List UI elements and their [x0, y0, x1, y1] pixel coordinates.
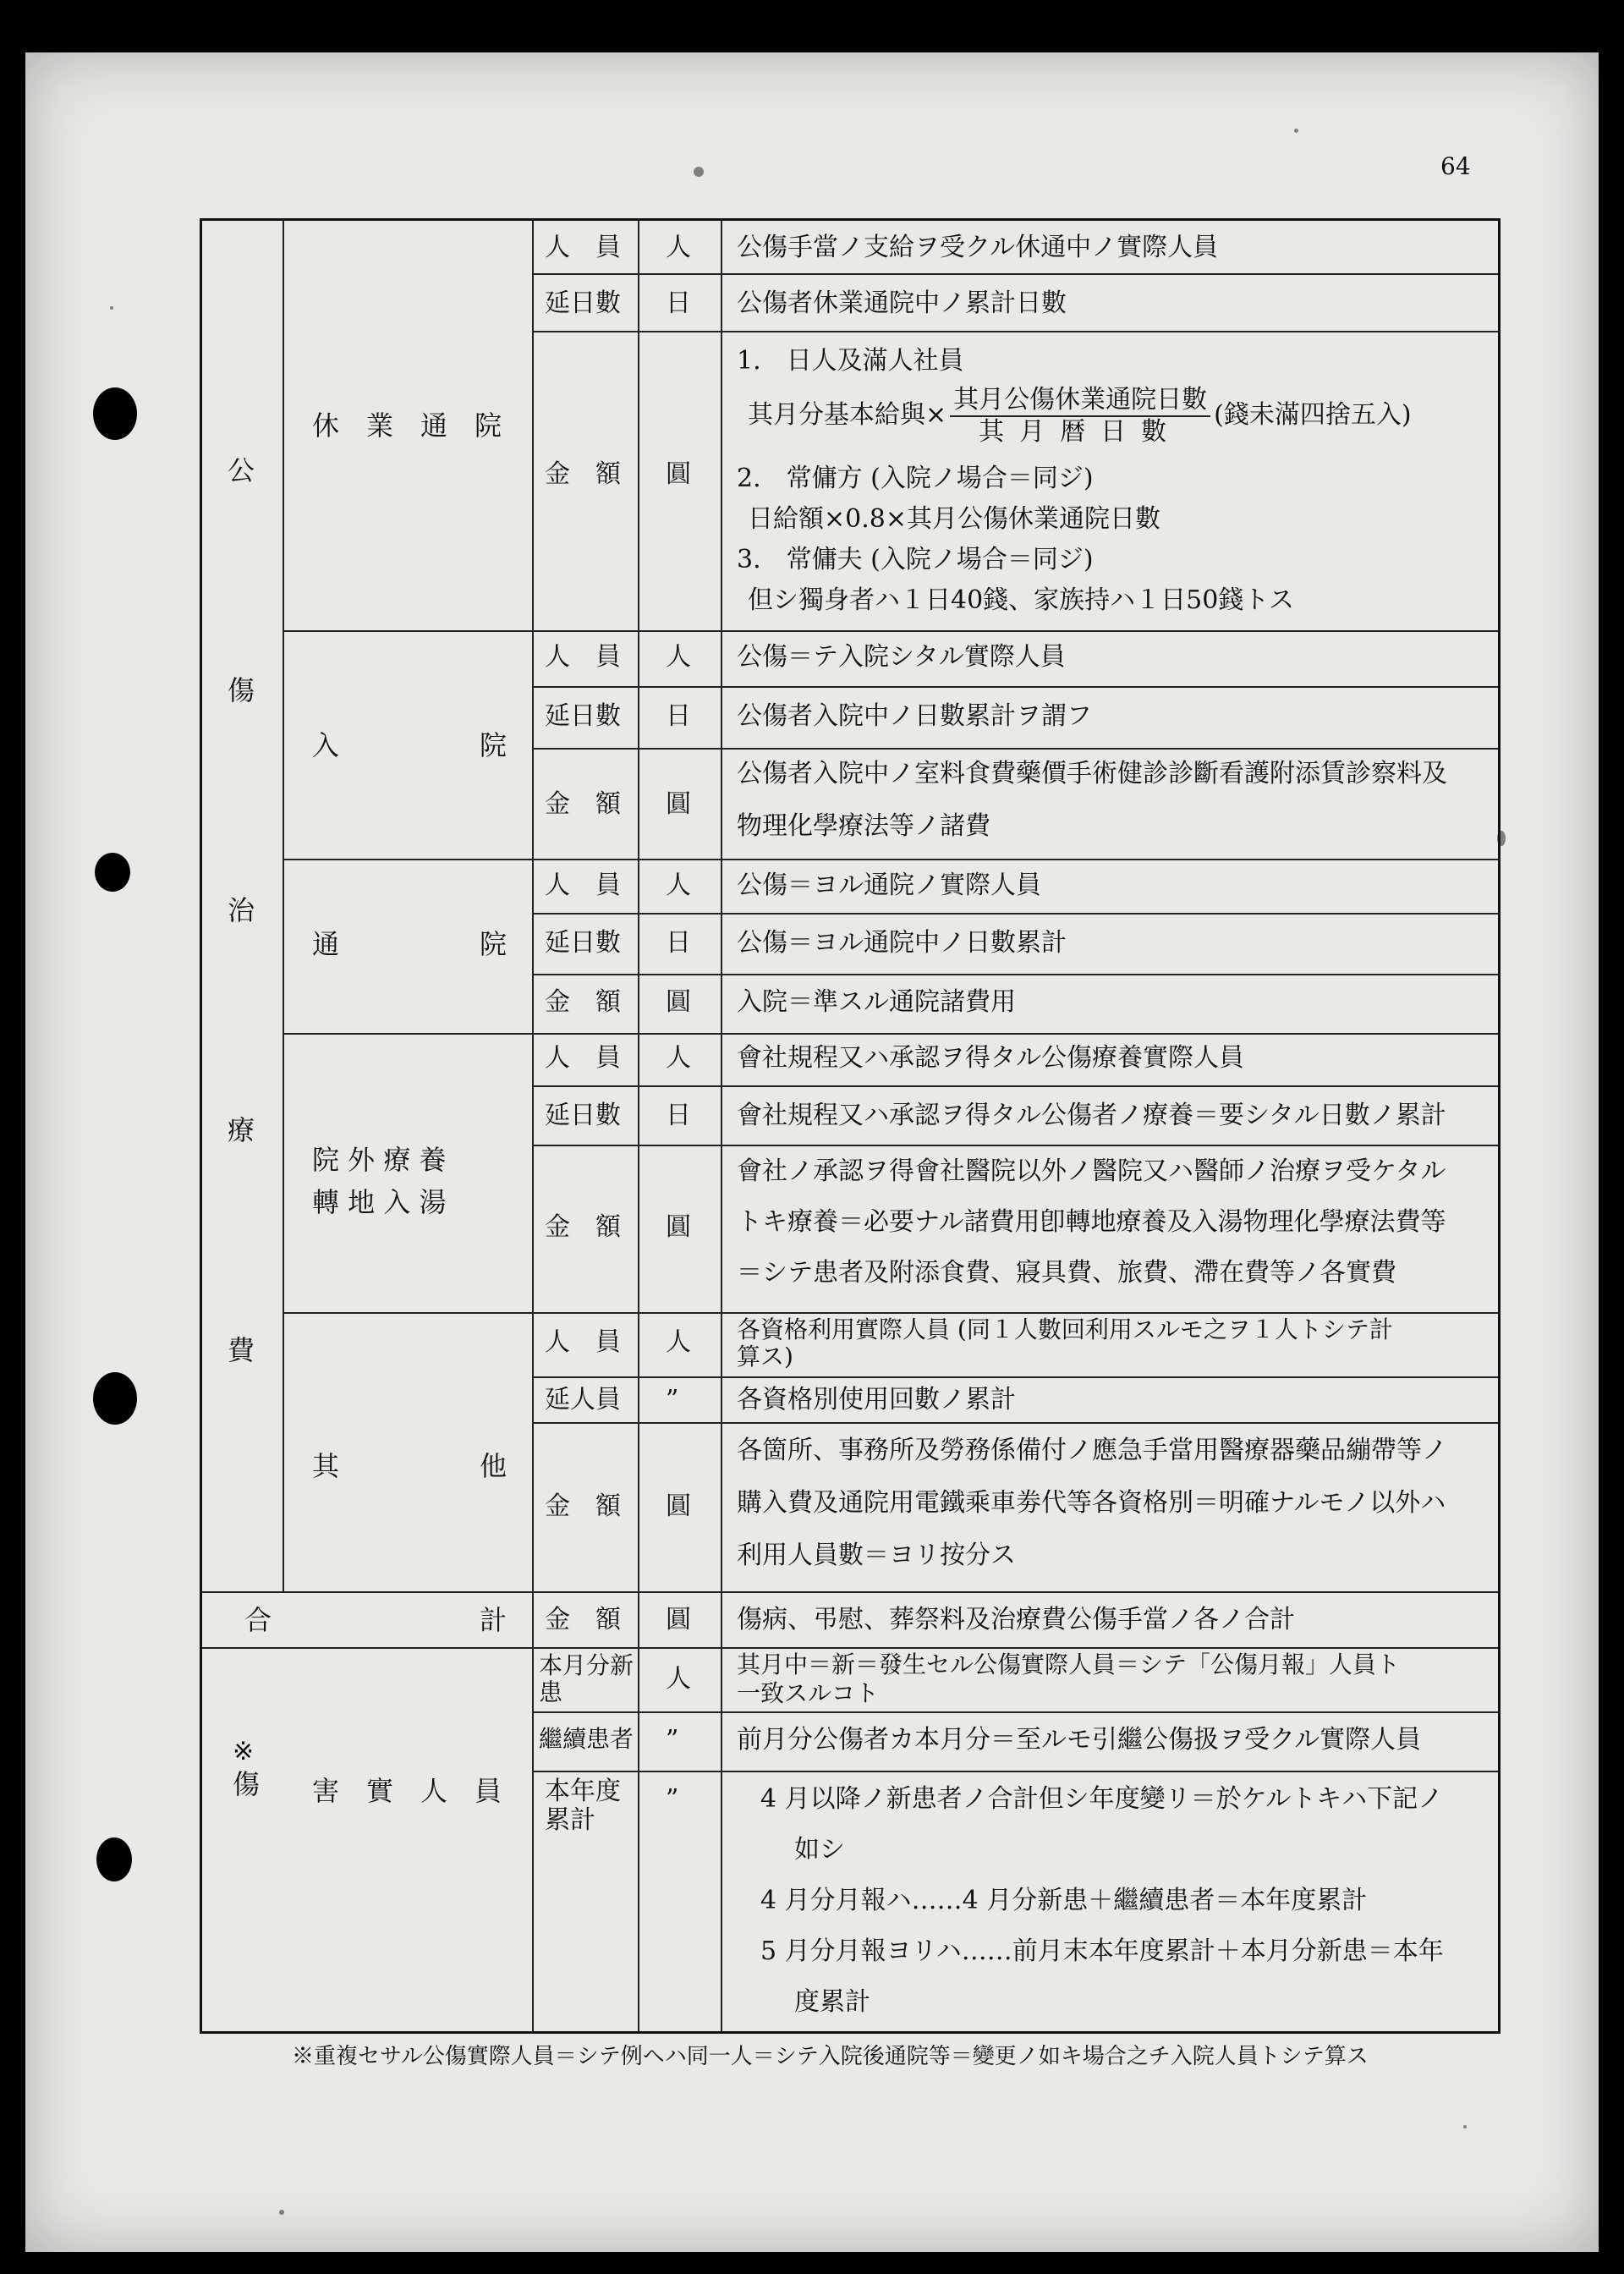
desc-sonota-jinin-2: 算ス): [737, 1343, 793, 1370]
label-keizoku: 繼續患者: [539, 1725, 634, 1753]
section-gokei-right: 計: [479, 1604, 507, 1636]
unit-en: 圓: [666, 1491, 691, 1521]
section-gokei: [244, 1603, 507, 1637]
desc-nyuin-kingaku-2: 物理化學療法等ノ諸費: [737, 811, 990, 841]
label-kingaku: 金 額: [545, 1605, 621, 1634]
binder-hole: [93, 387, 137, 440]
section-sonota: [312, 1449, 507, 1483]
section-sonota-left: 其: [312, 1450, 340, 1482]
desc-nyuin-jinin: 公傷＝テ入院シタル實際人員: [737, 642, 1066, 672]
unit-en: 圓: [666, 1605, 691, 1634]
label-jinin: 人 員: [545, 1043, 621, 1073]
desc-sonota-jinin-1: 各資格利用實際人員 (同１人數回利用スルモ之ヲ１人トシテ計: [737, 1316, 1393, 1343]
binder-hole: [95, 853, 130, 892]
label-nobenissu: 延日數: [545, 701, 621, 731]
desc-honnendo-4: 5 月分月報ヨリハ……前月末本年度累計＋本月分新患＝本年: [760, 1936, 1444, 1966]
unit-nin: 人: [666, 1664, 691, 1694]
binder-hole: [96, 1837, 132, 1881]
section-gokei-left: 合: [244, 1604, 272, 1636]
section-shogai-jinin: 害 實 人 員: [312, 1775, 502, 1807]
desc-kyugyo-kingaku-1: 1. 日人及滿人社員: [737, 346, 964, 376]
section-nyuin: [312, 728, 507, 762]
desc-honnendo-5: 度累計: [794, 1987, 870, 2017]
unit-en: 圓: [666, 789, 691, 819]
expense-definition-table: [200, 218, 1501, 2034]
desc-kyugyo-kingaku-3: 日給額×0.8×其月公傷休業通院日數: [748, 504, 1160, 534]
desc-ingai-kingaku-2: トキ療養＝必要ナル諸費用卽轉地療養及入湯物理化學療法費等: [737, 1207, 1446, 1237]
group-heading-char: 療: [228, 1114, 255, 1146]
section-nyuin-left: 入: [312, 729, 340, 761]
unit-ditto: ”: [666, 1725, 679, 1755]
label-nobenissu: 延日數: [545, 1101, 621, 1130]
label-honmonth-new: 本月分新患: [539, 1651, 634, 1706]
label-jinin: 人 員: [545, 1327, 621, 1357]
desc-gokei: 傷病、弔慰、葬祭料及治療費公傷手當ノ各ノ合計: [737, 1605, 1295, 1634]
desc-ingai-nissu: 會社規程又ハ承認ヲ得タル公傷者ノ療養＝要シタル日數ノ累計: [737, 1101, 1446, 1130]
desc-honmonth-new-2: 一致スルコト: [737, 1679, 880, 1707]
page-number: 64: [1440, 152, 1471, 180]
section-ingai-ryoyo: 院 外 療 養: [312, 1144, 447, 1176]
desc-honnendo-2: 如シ: [794, 1835, 845, 1865]
label-jinin: 人 員: [545, 642, 621, 672]
unit-nichi: 日: [666, 1101, 691, 1130]
label-kingaku: 金 額: [545, 789, 621, 819]
desc-tsuin-jinin: 公傷＝ヨル通院ノ實際人員: [737, 871, 1041, 900]
desc-nyuin-kingaku-1: 公傷者入院中ノ室料食費藥價手術健診診斷看護附添賃診察料及: [737, 759, 1447, 788]
unit-nichi: 日: [666, 928, 691, 958]
unit-ditto: ”: [666, 1385, 679, 1414]
desc-sonota-kingaku-2: 購入費及通院用電鐵乘車劵代等各資格別＝明確ナルモノ以外ハ: [737, 1488, 1446, 1518]
desc-kyugyo-kingaku-4: 3. 常傭夫 (入院ノ場合＝同ジ): [737, 545, 1094, 574]
formula-base: 其月分基本給與×: [748, 400, 947, 430]
label-nobenissu: 延日數: [545, 288, 621, 318]
label-jinin: 人 員: [545, 871, 621, 900]
unit-en: 圓: [666, 459, 691, 489]
group-heading-char: 治: [228, 894, 255, 926]
desc-keizoku: 前月分公傷者カ本月分＝至ルモ引繼公傷扱ヲ受クル實際人員: [737, 1725, 1422, 1755]
desc-ingai-jinin: 會社規程又ハ承認ヲ得タル公傷療養實際人員: [737, 1043, 1244, 1073]
unit-nichi: 日: [666, 701, 691, 731]
desc-ingai-kingaku-1: 會社ノ承認ヲ得會社醫院以外ノ醫院又ハ醫師ノ治療ヲ受ケタル: [737, 1156, 1446, 1186]
shogai-char: 傷: [233, 1768, 261, 1800]
shogai-note-mark: ※: [233, 1737, 255, 1766]
desc-tsuin-nissu: 公傷＝ヨル通院中ノ日數累計: [737, 928, 1067, 958]
unit-nin: 人: [666, 1043, 691, 1073]
section-tsuin-right: 院: [479, 928, 507, 960]
label-jinin: 人 員: [545, 233, 621, 262]
footnote: ※重複セサル公傷實際人員＝シテ例ヘハ同一人＝シテ入院後通院等＝變更ノ如キ場合之チ入院人員トシテ算ス: [292, 2044, 1369, 2069]
desc-nyuin-nissu: 公傷者入院中ノ日數累計ヲ謂フ: [737, 701, 1092, 731]
desc-kyugyo-kingaku-2: 2. 常傭方 (入院ノ場合＝同ジ): [737, 464, 1094, 493]
desc-kyugyo-kingaku-5: 但シ獨身者ハ１日40錢、家族持ハ１日50錢トス: [748, 585, 1295, 615]
label-honnendo: 本年度累計: [545, 1777, 621, 1835]
unit-nin: 人: [666, 233, 691, 262]
desc-honmonth-new-1: 其月中＝新＝發生セル公傷實際人員＝シテ「公傷月報」人員ト: [737, 1651, 1401, 1678]
desc-sonota-nobejinin: 各資格別使用回數ノ累計: [737, 1385, 1016, 1414]
desc-kyugyo-jinin: 公傷手當ノ支給ヲ受クル休通中ノ實際人員: [737, 233, 1219, 262]
section-sonota-right: 他: [479, 1450, 507, 1482]
section-kyugyo-tsuin: 休 業 通 院: [312, 409, 502, 442]
desc-sonota-kingaku-3: 利用人員數＝ヨリ按分ス: [737, 1541, 1016, 1570]
unit-nin: 人: [666, 642, 691, 672]
unit-en: 圓: [666, 987, 691, 1017]
section-tsuin: [312, 927, 507, 961]
desc-honnendo-3: 4 月分月報ハ……4 月分新患＋繼續患者＝本年度累計: [760, 1886, 1368, 1915]
group-heading-char: 公: [228, 454, 255, 486]
unit-nin: 人: [666, 871, 691, 900]
label-kingaku: 金 額: [545, 1491, 621, 1521]
label-kingaku: 金 額: [545, 1212, 621, 1242]
desc-sonota-kingaku-1: 各箇所、事務所及勞務係備付ノ應急手當用醫療器藥品繃帶等ノ: [737, 1436, 1447, 1465]
unit-nichi: 日: [666, 288, 691, 318]
desc-kyugyo-kingaku-formula: [748, 385, 1412, 448]
group-heading-char: 傷: [228, 674, 255, 706]
formula-fraction: [950, 385, 1210, 448]
desc-kyugyo-nissu: 公傷者休業通院中ノ累計日數: [737, 288, 1067, 318]
desc-tsuin-kingaku: 入院＝準スル通院諸費用: [737, 987, 1016, 1017]
unit-nin: 人: [666, 1327, 691, 1357]
section-tenchi-nyuto: 轉 地 入 湯: [312, 1186, 447, 1218]
fraction-denominator: 其月暦日數: [979, 417, 1182, 447]
label-nobejinin: 延人員: [545, 1385, 621, 1414]
unit-en: 圓: [666, 1212, 691, 1242]
section-nyuin-right: 院: [479, 729, 507, 761]
section-tsuin-left: 通: [312, 928, 340, 960]
unit-ditto: ”: [666, 1784, 679, 1814]
desc-ingai-kingaku-3: ＝シテ患者及附添食費、寢具費、旅費、滯在費等ノ各實費: [737, 1258, 1396, 1288]
label-nobenissu: 延日數: [545, 928, 621, 958]
formula-rounding: (錢未滿四捨五入): [1214, 400, 1412, 430]
label-kingaku: 金 額: [545, 987, 621, 1017]
label-kingaku: 金 額: [545, 459, 621, 489]
desc-honnendo-1: 4 月以降ノ新患者ノ合計但シ年度變リ＝於ケルトキハ下記ノ: [760, 1784, 1444, 1814]
group-heading-char: 費: [228, 1334, 255, 1366]
fraction-numerator: 其月公傷休業通院日數: [950, 385, 1210, 417]
binder-hole: [93, 1372, 137, 1425]
